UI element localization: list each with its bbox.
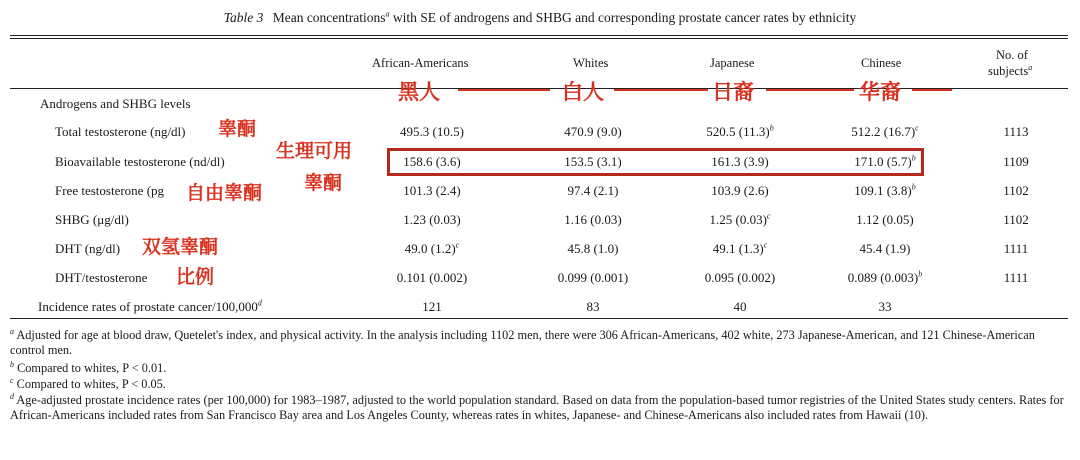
cell-ratio-aa: 0.101 (0.002)	[396, 270, 468, 285]
annotation-aa: 黑人	[398, 80, 440, 104]
annotation-jp: 日裔	[712, 80, 754, 104]
row-label-bio-t: Bioavailable testosterone (nd/dl)	[55, 154, 225, 169]
cell-free-t-n: 1102	[1003, 183, 1029, 198]
caption-text-2: with SE of androgens and SHBG and corresponding prostate cancer rates by ethnicity	[389, 10, 857, 25]
col-header-african-americans: African-Americans	[372, 56, 469, 70]
cell-ratio-jp: 0.095 (0.002)	[704, 270, 776, 285]
section-label: Androgens and SHBG levels	[40, 96, 191, 111]
annotation-ratio: 比例	[176, 266, 215, 288]
cell-free-t-aa: 101.3 (2.4)	[403, 183, 461, 198]
annotation-bio-t-2: 睾酮	[304, 172, 343, 194]
row-label-ratio: DHT/testosterone	[55, 270, 148, 285]
cell-dht-aa: 49.0 $(1.2)^c$	[404, 240, 460, 256]
cell-free-t-wh: 97.4 (2.1)	[567, 183, 619, 198]
table-label: Table 3	[223, 10, 264, 25]
cell-incidence-ch: 33	[878, 299, 892, 314]
row-label-shbg: SHBG (μg/dl)	[55, 212, 129, 227]
cell-dht-ch: 45.4 (1.9)	[859, 241, 911, 256]
annotation-wh: 白人	[562, 80, 604, 104]
row-label-incidence: Incidence rates of prostate cancer/100,000$^d$	[38, 298, 262, 314]
cell-total-t-wh: 470.9 (9.0)	[564, 124, 622, 139]
cell-total-t-ch: 512.2 $(16.7)^c$	[851, 123, 919, 139]
footnote-b: $^b$ Compared to whites, P < 0.01.	[10, 359, 167, 375]
cell-incidence-jp: 40	[733, 299, 747, 314]
footnote-d: $^d$ Age-adjusted prostate incidence rates (per 100,000) for 1983–1987, adjusted to the world population standard. Based on data from the population-based tumor registries of the United States study centers. Rates for African-Americans included rates from San Francisco Bay area and Los Angeles County, whereas rates in whites, Japanese- and Chinese-Americans also included rates from Hawaii (10).	[10, 391, 1064, 422]
cell-ratio-wh: 0.099 (0.001)	[557, 270, 629, 285]
cell-total-t-aa: 495.3 (10.5)	[400, 124, 464, 139]
cell-bio-t-ch: 171.0 $(5.7)^b$	[854, 153, 916, 169]
row-label-total-t: Total testosterone (ng/dl)	[55, 124, 186, 139]
cell-free-t-jp: 103.9 (2.6)	[711, 183, 769, 198]
cell-bio-t-n: 1109	[1003, 154, 1029, 169]
cell-shbg-n: 1102	[1003, 212, 1029, 227]
cell-total-t-n: 1113	[1003, 124, 1029, 139]
annotation-dht: 双氢睾酮	[142, 236, 219, 258]
caption-text: Mean concentrations	[272, 10, 386, 25]
bottom-rule	[10, 318, 1068, 319]
top-rule	[10, 35, 1068, 36]
annotation-line-3	[766, 89, 854, 91]
cell-bio-t-wh: 153.5 (3.1)	[564, 154, 622, 169]
footnote-c: $^c$ Compared to whites, P < 0.05.	[10, 375, 166, 391]
annotation-line-1	[458, 89, 550, 91]
annotation-line-2	[614, 89, 708, 91]
cell-bio-t-aa: 158.6 (3.6)	[403, 154, 461, 169]
cell-dht-wh: 45.8 (1.0)	[567, 241, 619, 256]
top-rule-2	[10, 38, 1068, 39]
row-label-dht: DHT (ng/dl)	[55, 241, 121, 256]
cell-incidence-wh: 83	[586, 299, 600, 314]
cell-free-t-ch: 109.1 $(3.8)^b$	[854, 182, 916, 198]
highlight-box	[387, 148, 924, 176]
row-label-free-t: Free testosterone (pg	[55, 183, 165, 198]
cell-total-t-jp: 520.5 $(11.3)^b$	[706, 123, 774, 139]
annotation-bio-t-1: 生理可用	[276, 140, 353, 162]
caption-footnote-mark: a	[385, 9, 390, 19]
cell-ratio-ch: 0.089 $(0.003)^b$	[847, 269, 923, 285]
table-caption	[0, 10, 1080, 26]
cell-dht-jp: 49.1 $(1.3)^c$	[712, 240, 768, 256]
cell-shbg-jp: 1.25 $(0.03)^c$	[709, 211, 771, 227]
col-header-chinese: Chinese	[861, 56, 902, 70]
cell-shbg-ch: 1.12 (0.05)	[856, 212, 914, 227]
cell-shbg-aa: 1.23 (0.03)	[403, 212, 461, 227]
annotation-total-t: 睾酮	[218, 118, 257, 140]
annotation-ch: 华裔	[859, 80, 901, 104]
cell-bio-t-jp: 161.3 (3.9)	[711, 154, 769, 169]
col-header-n-line1: No. of	[996, 48, 1028, 62]
col-header-japanese: Japanese	[710, 56, 755, 70]
annotation-free-t: 自由睾酮	[186, 182, 263, 204]
cell-dht-n: 1111	[1003, 241, 1029, 256]
cell-incidence-aa: 121	[422, 299, 442, 314]
footnote-a: $^a$ Adjusted for age at blood draw, Quetelet's index, and physical activity. In the analysis including 1102 men, there were 306 African-Americans, 402 white, 273 Japanese-American, and 121 Chinese-American control men.	[10, 326, 1035, 357]
annotation-line-4	[912, 89, 952, 91]
col-header-n-line2: subjects$^a$	[988, 62, 1033, 78]
col-header-whites: Whites	[573, 56, 609, 70]
cell-ratio-n: 1111	[1003, 270, 1029, 285]
cell-shbg-wh: 1.16 (0.03)	[564, 212, 622, 227]
